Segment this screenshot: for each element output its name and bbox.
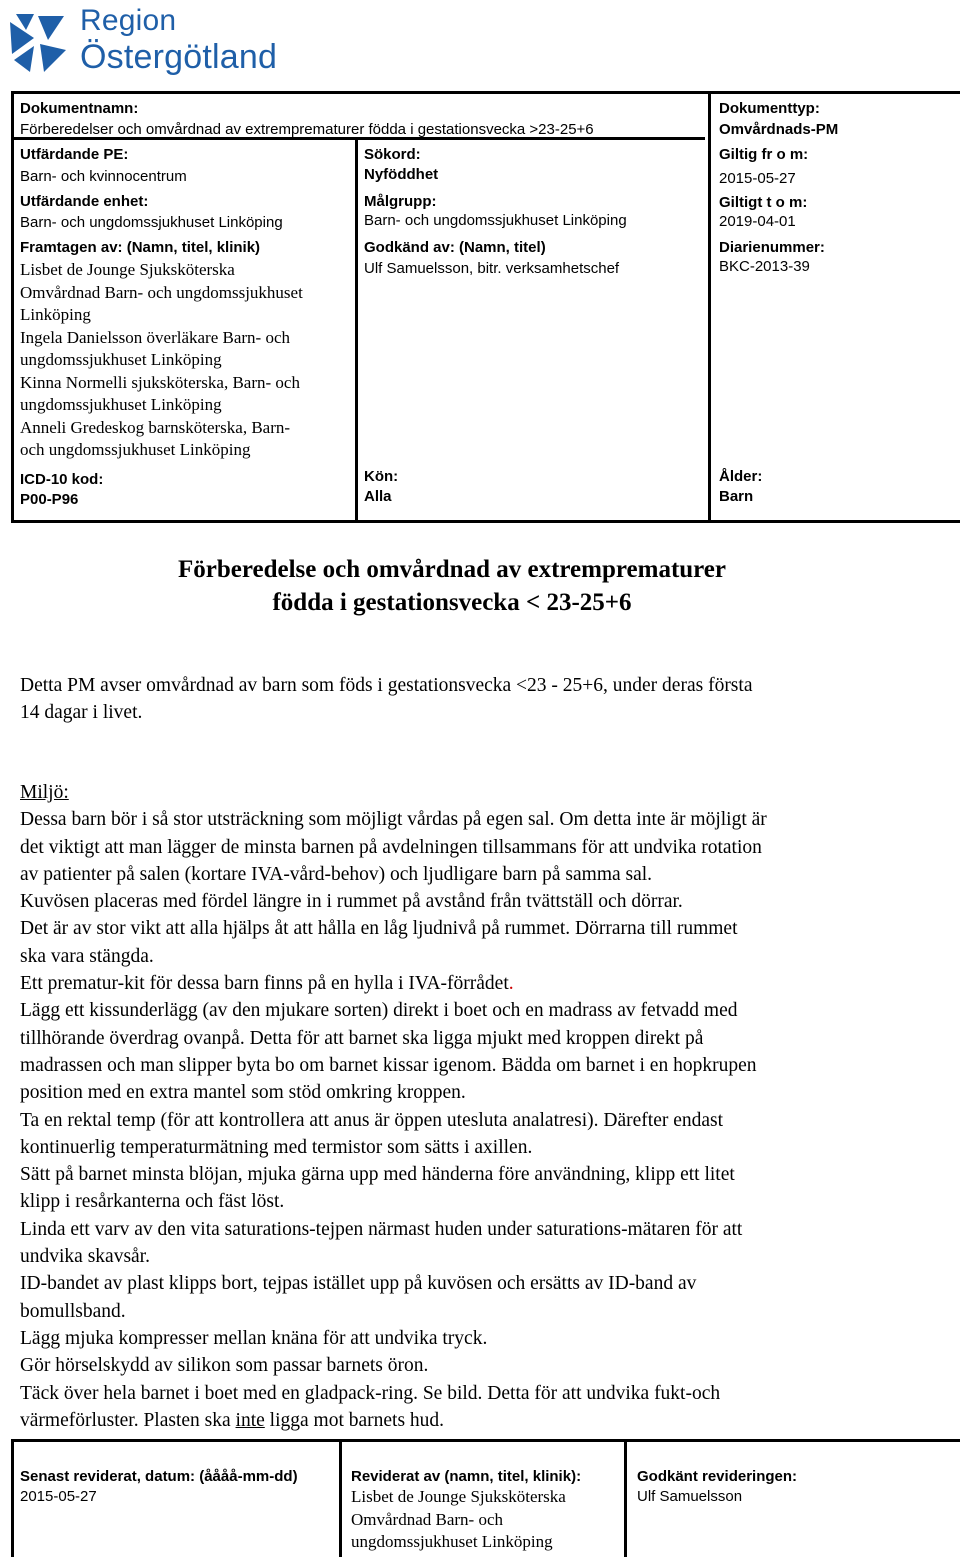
body-line: Lägg mjuka kompresser mellan knäna för att undvika tryck. (20, 1327, 488, 1349)
intro-paragraph (20, 672, 925, 727)
last-line-pre: värmeförluster. Plasten ska (20, 1409, 236, 1431)
body-line: tillhörande överdrag ovanpå. Detta för att barnet ska ligga mjukt med kroppen direkt på (20, 1027, 704, 1049)
reviderat-av-line: Lisbet de Jounge Sjuksköterska (351, 1487, 566, 1506)
giltig-from-value: 2015-05-27 (719, 170, 796, 187)
body-line: Dessa barn bör i så stor utsträckning som möjligt vårdas på egen sal. Om detta inte är möjligt är (20, 809, 767, 831)
reviderat-datum-label: Senast reviderat, datum: (åååå-mm-dd) (20, 1468, 298, 1485)
framtagen-line: ungdomssjukhuset Linköping (20, 350, 222, 369)
utfardande-enhet-label: Utfärdande enhet: (20, 193, 149, 210)
dokumenttyp-value: Omvårdnads-PM (719, 121, 839, 138)
utfardande-enhet-value: Barn- och ungdomssjukhuset Linköping (20, 214, 283, 231)
kon-value: Alla (364, 488, 392, 505)
revision-footer-table (11, 1439, 960, 1557)
intro-line: 14 dagar i livet. (20, 702, 143, 724)
reviderat-av-label: Reviderat av (namn, titel, klinik): (351, 1468, 582, 1485)
godkand-value: Ulf Samuelsson, bitr. verksamhetschef (364, 260, 620, 277)
utfardande-pe-label: Utfärdande PE: (20, 146, 129, 163)
body-line: undvika skavsår. (20, 1246, 150, 1268)
body-line: det viktigt att man lägger de minsta barnen på avdelningen tillsammans för att undvika rotation (20, 836, 762, 858)
diarienummer-value: BKC-2013-39 (719, 258, 810, 275)
footer-divider-1 (339, 1442, 342, 1557)
giltig-tom-value: 2019-04-01 (719, 213, 796, 230)
body-line: madrassen och man slipper byta bo om barnet kissar igenom. Bädda om barnet i en hopkrupen (20, 1054, 757, 1076)
body-line: ID-bandet av plast klipps bort, tejpas istället upp på kuvösen och ersätts av ID-band av (20, 1273, 697, 1295)
body-line: klipp i resårkanterna och fäst löst. (20, 1191, 285, 1213)
malgrupp-value: Barn- och ungdomssjukhuset Linköping (364, 212, 627, 229)
body-line: Kuvösen placeras med fördel längre in i rummet på avstånd från tvättställ och dörrar. (20, 891, 683, 913)
body-line: bomullsband. (20, 1300, 126, 1322)
framtagen-line: och ungdomssjukhuset Linköping (20, 440, 251, 459)
section-heading-miljo: Miljö: (20, 782, 69, 803)
reviderat-av-line: ungdomssjukhuset Linköping (351, 1532, 553, 1551)
body-line: ska vara stängda. (20, 945, 154, 967)
kit-dot: . (508, 973, 514, 995)
region-emblem-icon (4, 10, 70, 76)
body-line: Täck över hela barnet i boet med en gladpack-ring. Se bild. Detta för att undvika fukt-och (20, 1382, 721, 1404)
framtagen-line: Kinna Normelli sjuksköterska, Barn- och (20, 372, 300, 392)
godkand-label: Godkänd av: (Namn, titel) (364, 239, 546, 256)
region-logo (4, 4, 304, 82)
body-line: Lägg ett kissunderlägg (av den mjukare sorten) direkt i boet och en madrass av fetvadd med (20, 1000, 738, 1022)
body-line-kit (20, 970, 925, 997)
emphasis-inte: inte (235, 1409, 265, 1431)
body-line: Sätt på barnet minsta blöjan, mjuka gärna upp med händerna före användning, klipp ett litet (20, 1164, 735, 1186)
miljo-section (20, 779, 925, 1434)
title-line-1: Förberedelse och omvårdnad av extremprematurer (177, 556, 727, 583)
alder-value: Barn (719, 488, 754, 505)
framtagen-line: Linköping (20, 305, 91, 324)
malgrupp-label: Målgrupp: (364, 193, 437, 210)
kon-label: Kön: (364, 468, 399, 485)
sokord-label: Sökord: (364, 146, 421, 163)
dokumenttyp-label: Dokumenttyp: (719, 100, 820, 117)
kit-text: Ett prematur-kit för dessa barn finns på en hylla i IVA-förrådet (20, 973, 509, 995)
giltig-tom-label: Giltigt t o m: (719, 194, 808, 211)
framtagen-line: Lisbet de Jounge Sjuksköterska (20, 260, 235, 279)
last-line-post: ligga mot barnets hud. (264, 1409, 445, 1431)
framtagen-line: Omvårdnad Barn- och ungdomssjukhuset (20, 282, 303, 302)
body-line: kontinuerlig temperaturmätning med termistor som sätts i axillen. (20, 1136, 533, 1158)
footer-divider-2 (624, 1442, 627, 1557)
document-header-table (11, 91, 960, 523)
document-title (0, 553, 904, 619)
reviderat-av-list (351, 1486, 566, 1554)
header-divider-1 (355, 137, 358, 520)
logo-text-ostergotland: Östergötland (80, 38, 278, 76)
sokord-value: Nyföddhet (364, 166, 439, 183)
icd-value: P00-P96 (20, 491, 79, 508)
diarienummer-label: Diarienummer: (719, 239, 825, 256)
title-line-2: födda i gestationsvecka < 23-25+6 (272, 589, 632, 616)
reviderat-av-line: Omvårdnad Barn- och (351, 1509, 504, 1529)
body-line: Det är av stor vikt att alla hjälps åt att hålla en låg ljudnivå på rummet. Dörrarna till rummet (20, 918, 738, 940)
framtagen-line: ungdomssjukhuset Linköping (20, 395, 222, 414)
body-line: Gör hörselskydd av silikon som passar barnets öron. (20, 1355, 429, 1377)
body-line: Linda ett varv av den vita saturations-tejpen närmast huden under saturations-mätaren för att (20, 1218, 743, 1240)
framtagen-line: Ingela Danielsson överläkare Barn- och (20, 327, 290, 347)
godkant-value: Ulf Samuelsson (637, 1488, 743, 1505)
body-line: position med en extra mantel som stöd omkring kroppen. (20, 1082, 466, 1104)
godkant-label: Godkänt revideringen: (637, 1468, 798, 1485)
body-line: Ta en rektal temp (för att kontrollera att anus är öppen utesluta analatresi). Därefter endast (20, 1109, 724, 1131)
reviderat-datum-value: 2015-05-27 (20, 1488, 97, 1505)
body-line-last (20, 1407, 925, 1434)
framtagen-list (20, 259, 352, 462)
utfardande-pe-value: Barn- och kvinnocentrum (20, 168, 187, 185)
framtagen-label: Framtagen av: (Namn, titel, klinik) (20, 239, 261, 256)
dokumentnamn-label: Dokumentnamn: (20, 100, 139, 117)
icd-label: ICD-10 kod: (20, 471, 104, 488)
intro-line: Detta PM avser omvårdnad av barn som föds i gestationsvecka <23 - 25+6, under deras första (20, 675, 753, 696)
alder-label: Ålder: (719, 468, 763, 485)
giltig-from-label: Giltig fr o m: (719, 146, 809, 163)
header-divider-2 (708, 94, 711, 520)
logo-text-region: Region (80, 4, 177, 37)
body-line: av patienter på salen (kortare IVA-vård-behov) och ljudligare barn på samma sal. (20, 863, 653, 885)
dokumentnamn-value: Förberedelser och omvårdnad av extremprematurer födda i gestationsvecka >23-25+6 (20, 121, 594, 138)
framtagen-line: Anneli Gredeskog barnsköterska, Barn- (20, 417, 291, 437)
